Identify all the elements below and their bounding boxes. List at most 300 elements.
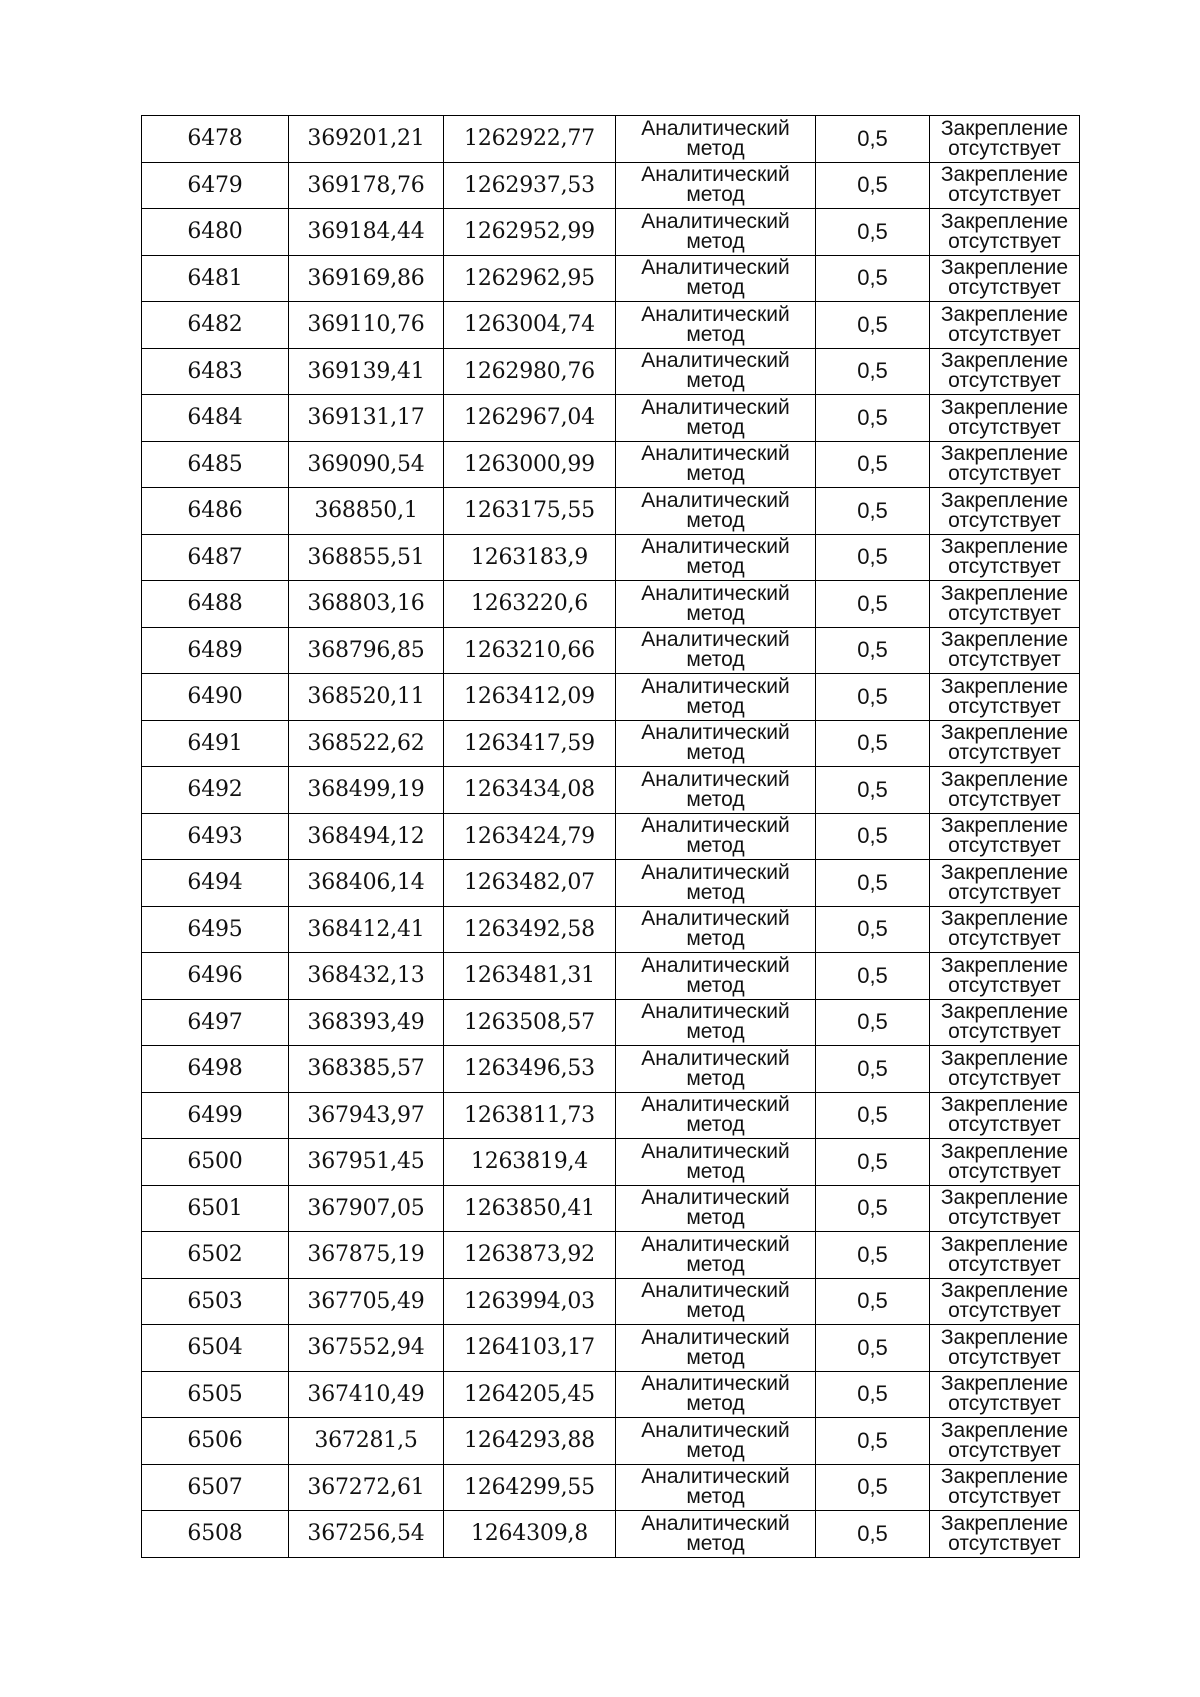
fixing-cell-line1: Закрепление bbox=[940, 1465, 1069, 1489]
fixing-cell-line2: отсутствует bbox=[948, 276, 1061, 300]
method-cell bbox=[616, 1278, 816, 1325]
point-number-cell: 6479 bbox=[142, 162, 289, 209]
method-cell-line1: Аналитический bbox=[641, 349, 790, 373]
y-coordinate-cell: 1263819,4 bbox=[444, 1139, 616, 1186]
table-row bbox=[142, 813, 1080, 860]
method-cell-line2: метод bbox=[686, 927, 745, 951]
fixing-cell-line2: отсутствует bbox=[948, 555, 1061, 579]
method-cell-line1: Аналитический bbox=[641, 1232, 790, 1256]
table-row bbox=[142, 860, 1080, 907]
precision-cell: 0,5 bbox=[816, 906, 930, 953]
fixing-cell bbox=[930, 209, 1080, 256]
precision-cell: 0,5 bbox=[816, 488, 930, 535]
precision-cell: 0,5 bbox=[816, 116, 930, 163]
fixing-cell-line2: отсутствует bbox=[948, 1206, 1061, 1230]
point-number-cell: 6484 bbox=[142, 395, 289, 442]
table-row bbox=[142, 627, 1080, 674]
fixing-cell bbox=[930, 255, 1080, 302]
x-coordinate-cell: 367951,45 bbox=[289, 1139, 444, 1186]
fixing-cell-line2: отсутствует bbox=[948, 880, 1061, 904]
method-cell bbox=[616, 302, 816, 349]
x-coordinate-cell: 367256,54 bbox=[289, 1511, 444, 1558]
fixing-cell-line1: Закрепление bbox=[940, 1325, 1069, 1349]
y-coordinate-cell: 1264103,17 bbox=[444, 1325, 616, 1372]
fixing-cell-line1: Закрепление bbox=[940, 163, 1069, 187]
table-row bbox=[142, 302, 1080, 349]
y-coordinate-cell: 1262922,77 bbox=[444, 116, 616, 163]
precision-cell: 0,5 bbox=[816, 395, 930, 442]
method-cell-line1: Аналитический bbox=[641, 302, 790, 326]
point-number-cell: 6487 bbox=[142, 534, 289, 581]
precision-cell: 0,5 bbox=[816, 1046, 930, 1093]
precision-cell: 0,5 bbox=[816, 209, 930, 256]
fixing-cell bbox=[930, 1278, 1080, 1325]
table-row bbox=[142, 1371, 1080, 1418]
point-number-cell: 6496 bbox=[142, 953, 289, 1000]
precision-cell: 0,5 bbox=[816, 1232, 930, 1279]
method-cell-line2: метод bbox=[686, 183, 745, 207]
table-row bbox=[142, 441, 1080, 488]
point-number-cell: 6494 bbox=[142, 860, 289, 907]
point-number-cell: 6502 bbox=[142, 1232, 289, 1279]
fixing-cell-line2: отсутствует bbox=[948, 1252, 1061, 1276]
precision-cell: 0,5 bbox=[816, 674, 930, 721]
x-coordinate-cell: 367272,61 bbox=[289, 1464, 444, 1511]
precision-cell: 0,5 bbox=[816, 767, 930, 814]
method-cell bbox=[616, 1418, 816, 1465]
fixing-cell bbox=[930, 534, 1080, 581]
method-cell bbox=[616, 1185, 816, 1232]
table-row bbox=[142, 906, 1080, 953]
precision-cell: 0,5 bbox=[816, 534, 930, 581]
method-cell-line1: Аналитический bbox=[641, 1000, 790, 1024]
fixing-cell-line1: Закрепление bbox=[940, 256, 1069, 280]
table-row bbox=[142, 720, 1080, 767]
x-coordinate-cell: 368385,57 bbox=[289, 1046, 444, 1093]
precision-cell: 0,5 bbox=[816, 720, 930, 767]
method-cell-line1: Аналитический bbox=[641, 581, 790, 605]
precision-cell: 0,5 bbox=[816, 1325, 930, 1372]
fixing-cell bbox=[930, 767, 1080, 814]
y-coordinate-cell: 1263175,55 bbox=[444, 488, 616, 535]
table-row bbox=[142, 255, 1080, 302]
method-cell bbox=[616, 1325, 816, 1372]
method-cell-line2: метод bbox=[686, 648, 745, 672]
method-cell-line2: метод bbox=[686, 276, 745, 300]
precision-cell: 0,5 bbox=[816, 581, 930, 628]
y-coordinate-cell: 1262967,04 bbox=[444, 395, 616, 442]
point-number-cell: 6492 bbox=[142, 767, 289, 814]
fixing-cell bbox=[930, 1418, 1080, 1465]
method-cell bbox=[616, 209, 816, 256]
x-coordinate-cell: 369178,76 bbox=[289, 162, 444, 209]
x-coordinate-cell: 369131,17 bbox=[289, 395, 444, 442]
fixing-cell-line2: отсутствует bbox=[948, 136, 1061, 160]
x-coordinate-cell: 367410,49 bbox=[289, 1371, 444, 1418]
point-number-cell: 6482 bbox=[142, 302, 289, 349]
coordinates-table-body bbox=[142, 116, 1080, 1558]
table-row bbox=[142, 1511, 1080, 1558]
x-coordinate-cell: 367552,94 bbox=[289, 1325, 444, 1372]
y-coordinate-cell: 1263492,58 bbox=[444, 906, 616, 953]
table-row bbox=[142, 674, 1080, 721]
point-number-cell: 6505 bbox=[142, 1371, 289, 1418]
table-row bbox=[142, 1139, 1080, 1186]
method-cell-line2: метод bbox=[686, 1020, 745, 1044]
fixing-cell-line2: отсутствует bbox=[948, 1299, 1061, 1323]
y-coordinate-cell: 1263496,53 bbox=[444, 1046, 616, 1093]
fixing-cell-line2: отсутствует bbox=[948, 183, 1061, 207]
method-cell-line1: Аналитический bbox=[641, 1418, 790, 1442]
point-number-cell: 6506 bbox=[142, 1418, 289, 1465]
x-coordinate-cell: 368499,19 bbox=[289, 767, 444, 814]
fixing-cell-line1: Закрепление bbox=[940, 860, 1069, 884]
table-row bbox=[142, 395, 1080, 442]
method-cell-line2: метод bbox=[686, 741, 745, 765]
y-coordinate-cell: 1263850,41 bbox=[444, 1185, 616, 1232]
method-cell-line1: Аналитический bbox=[641, 256, 790, 280]
precision-cell: 0,5 bbox=[816, 1092, 930, 1139]
y-coordinate-cell: 1263412,09 bbox=[444, 674, 616, 721]
method-cell-line1: Аналитический bbox=[641, 1186, 790, 1210]
x-coordinate-cell: 368796,85 bbox=[289, 627, 444, 674]
fixing-cell-line2: отсутствует bbox=[948, 1020, 1061, 1044]
fixing-cell-line2: отсутствует bbox=[948, 415, 1061, 439]
fixing-cell-line1: Закрепление bbox=[940, 116, 1069, 140]
method-cell bbox=[616, 720, 816, 767]
method-cell bbox=[616, 1371, 816, 1418]
method-cell-line2: метод bbox=[686, 415, 745, 439]
precision-cell: 0,5 bbox=[816, 1371, 930, 1418]
fixing-cell bbox=[930, 1371, 1080, 1418]
method-cell-line1: Аналитический bbox=[641, 1279, 790, 1303]
fixing-cell-line2: отсутствует bbox=[948, 834, 1061, 858]
method-cell bbox=[616, 162, 816, 209]
fixing-cell bbox=[930, 1325, 1080, 1372]
method-cell bbox=[616, 1464, 816, 1511]
y-coordinate-cell: 1262952,99 bbox=[444, 209, 616, 256]
fixing-cell bbox=[930, 674, 1080, 721]
coordinates-sheet bbox=[141, 115, 1079, 1558]
method-cell-line2: метод bbox=[686, 880, 745, 904]
fixing-cell-line2: отсутствует bbox=[948, 462, 1061, 486]
method-cell-line2: метод bbox=[686, 1066, 745, 1090]
method-cell-line2: метод bbox=[686, 1299, 745, 1323]
point-number-cell: 6495 bbox=[142, 906, 289, 953]
x-coordinate-cell: 367907,05 bbox=[289, 1185, 444, 1232]
table-row bbox=[142, 534, 1080, 581]
fixing-cell bbox=[930, 395, 1080, 442]
fixing-cell-line2: отсутствует bbox=[948, 229, 1061, 253]
fixing-cell bbox=[930, 1092, 1080, 1139]
method-cell-line1: Аналитический bbox=[641, 442, 790, 466]
y-coordinate-cell: 1263994,03 bbox=[444, 1278, 616, 1325]
precision-cell: 0,5 bbox=[816, 813, 930, 860]
method-cell bbox=[616, 395, 816, 442]
y-coordinate-cell: 1263220,6 bbox=[444, 581, 616, 628]
table-row bbox=[142, 1464, 1080, 1511]
precision-cell: 0,5 bbox=[816, 1139, 930, 1186]
method-cell bbox=[616, 1511, 816, 1558]
x-coordinate-cell: 367875,19 bbox=[289, 1232, 444, 1279]
method-cell-line1: Аналитический bbox=[641, 1093, 790, 1117]
point-number-cell: 6488 bbox=[142, 581, 289, 628]
y-coordinate-cell: 1263434,08 bbox=[444, 767, 616, 814]
point-number-cell: 6499 bbox=[142, 1092, 289, 1139]
x-coordinate-cell: 368850,1 bbox=[289, 488, 444, 535]
fixing-cell bbox=[930, 1185, 1080, 1232]
table-row bbox=[142, 1092, 1080, 1139]
table-row bbox=[142, 209, 1080, 256]
fixing-cell-line2: отсутствует bbox=[948, 973, 1061, 997]
table-row bbox=[142, 1325, 1080, 1372]
point-number-cell: 6480 bbox=[142, 209, 289, 256]
method-cell-line1: Аналитический bbox=[641, 1465, 790, 1489]
fixing-cell-line2: отсутствует bbox=[948, 1531, 1061, 1555]
y-coordinate-cell: 1264205,45 bbox=[444, 1371, 616, 1418]
x-coordinate-cell: 369184,44 bbox=[289, 209, 444, 256]
fixing-cell-line2: отсутствует bbox=[948, 694, 1061, 718]
method-cell-line2: метод bbox=[686, 1252, 745, 1276]
point-number-cell: 6493 bbox=[142, 813, 289, 860]
method-cell-line2: метод bbox=[686, 973, 745, 997]
fixing-cell-line1: Закрепление bbox=[940, 349, 1069, 373]
fixing-cell bbox=[930, 488, 1080, 535]
y-coordinate-cell: 1263482,07 bbox=[444, 860, 616, 907]
fixing-cell-line2: отсутствует bbox=[948, 322, 1061, 346]
fixing-cell-line1: Закрепление bbox=[940, 535, 1069, 559]
x-coordinate-cell: 368855,51 bbox=[289, 534, 444, 581]
method-cell-line1: Аналитический bbox=[641, 535, 790, 559]
y-coordinate-cell: 1263004,74 bbox=[444, 302, 616, 349]
method-cell-line1: Аналитический bbox=[641, 814, 790, 838]
precision-cell: 0,5 bbox=[816, 255, 930, 302]
fixing-cell-line2: отсутствует bbox=[948, 648, 1061, 672]
precision-cell: 0,5 bbox=[816, 1278, 930, 1325]
point-number-cell: 6483 bbox=[142, 348, 289, 395]
fixing-cell-line1: Закрепление bbox=[940, 953, 1069, 977]
fixing-cell bbox=[930, 116, 1080, 163]
table-row bbox=[142, 1232, 1080, 1279]
precision-cell: 0,5 bbox=[816, 162, 930, 209]
fixing-cell bbox=[930, 348, 1080, 395]
table-row bbox=[142, 953, 1080, 1000]
method-cell-line2: метод bbox=[686, 136, 745, 160]
y-coordinate-cell: 1264309,8 bbox=[444, 1511, 616, 1558]
method-cell-line1: Аналитический bbox=[641, 209, 790, 233]
fixing-cell-line1: Закрепление bbox=[940, 814, 1069, 838]
table-row bbox=[142, 999, 1080, 1046]
fixing-cell bbox=[930, 860, 1080, 907]
fixing-cell-line2: отсутствует bbox=[948, 927, 1061, 951]
fixing-cell bbox=[930, 813, 1080, 860]
table-row bbox=[142, 1046, 1080, 1093]
method-cell-line1: Аналитический bbox=[641, 860, 790, 884]
method-cell-line2: метод bbox=[686, 787, 745, 811]
fixing-cell-line1: Закрепление bbox=[940, 907, 1069, 931]
fixing-cell-line2: отсутствует bbox=[948, 1066, 1061, 1090]
method-cell bbox=[616, 255, 816, 302]
table-row bbox=[142, 1418, 1080, 1465]
method-cell-line1: Аналитический bbox=[641, 721, 790, 745]
fixing-cell bbox=[930, 953, 1080, 1000]
y-coordinate-cell: 1262980,76 bbox=[444, 348, 616, 395]
method-cell-line1: Аналитический bbox=[641, 674, 790, 698]
fixing-cell-line1: Закрепление bbox=[940, 1279, 1069, 1303]
method-cell-line2: метод bbox=[686, 369, 745, 393]
precision-cell: 0,5 bbox=[816, 348, 930, 395]
fixing-cell bbox=[930, 441, 1080, 488]
fixing-cell-line1: Закрепление bbox=[940, 1232, 1069, 1256]
table-row bbox=[142, 767, 1080, 814]
table-row bbox=[142, 581, 1080, 628]
fixing-cell-line2: отсутствует bbox=[948, 1113, 1061, 1137]
method-cell bbox=[616, 1046, 816, 1093]
fixing-cell-line2: отсутствует bbox=[948, 508, 1061, 532]
fixing-cell-line2: отсутствует bbox=[948, 1345, 1061, 1369]
y-coordinate-cell: 1263000,99 bbox=[444, 441, 616, 488]
fixing-cell-line1: Закрепление bbox=[940, 1000, 1069, 1024]
method-cell bbox=[616, 767, 816, 814]
fixing-cell-line2: отсутствует bbox=[948, 787, 1061, 811]
point-number-cell: 6478 bbox=[142, 116, 289, 163]
method-cell-line2: метод bbox=[686, 1159, 745, 1183]
x-coordinate-cell: 369090,54 bbox=[289, 441, 444, 488]
method-cell bbox=[616, 906, 816, 953]
method-cell-line1: Аналитический bbox=[641, 1046, 790, 1070]
x-coordinate-cell: 369201,21 bbox=[289, 116, 444, 163]
x-coordinate-cell: 368406,14 bbox=[289, 860, 444, 907]
method-cell bbox=[616, 581, 816, 628]
method-cell-line2: метод bbox=[686, 1438, 745, 1462]
fixing-cell bbox=[930, 1139, 1080, 1186]
x-coordinate-cell: 368393,49 bbox=[289, 999, 444, 1046]
point-number-cell: 6508 bbox=[142, 1511, 289, 1558]
method-cell-line2: метод bbox=[686, 1113, 745, 1137]
precision-cell: 0,5 bbox=[816, 1418, 930, 1465]
x-coordinate-cell: 369139,41 bbox=[289, 348, 444, 395]
fixing-cell bbox=[930, 906, 1080, 953]
point-number-cell: 6500 bbox=[142, 1139, 289, 1186]
point-number-cell: 6497 bbox=[142, 999, 289, 1046]
method-cell-line2: метод bbox=[686, 834, 745, 858]
method-cell bbox=[616, 674, 816, 721]
method-cell bbox=[616, 1232, 816, 1279]
fixing-cell bbox=[930, 581, 1080, 628]
fixing-cell-line1: Закрепление bbox=[940, 209, 1069, 233]
table-row bbox=[142, 1185, 1080, 1232]
precision-cell: 0,5 bbox=[816, 441, 930, 488]
method-cell-line2: метод bbox=[686, 601, 745, 625]
coordinates-table bbox=[141, 115, 1080, 1558]
fixing-cell bbox=[930, 720, 1080, 767]
point-number-cell: 6501 bbox=[142, 1185, 289, 1232]
fixing-cell-line1: Закрепление bbox=[940, 442, 1069, 466]
precision-cell: 0,5 bbox=[816, 302, 930, 349]
point-number-cell: 6486 bbox=[142, 488, 289, 535]
y-coordinate-cell: 1263508,57 bbox=[444, 999, 616, 1046]
point-number-cell: 6491 bbox=[142, 720, 289, 767]
fixing-cell-line2: отсутствует bbox=[948, 601, 1061, 625]
method-cell-line2: метод bbox=[686, 1531, 745, 1555]
fixing-cell-line1: Закрепление bbox=[940, 1372, 1069, 1396]
y-coordinate-cell: 1264299,55 bbox=[444, 1464, 616, 1511]
precision-cell: 0,5 bbox=[816, 999, 930, 1046]
method-cell-line1: Аналитический bbox=[641, 767, 790, 791]
y-coordinate-cell: 1263481,31 bbox=[444, 953, 616, 1000]
fixing-cell-line1: Закрепление bbox=[940, 628, 1069, 652]
method-cell bbox=[616, 488, 816, 535]
point-number-cell: 6481 bbox=[142, 255, 289, 302]
fixing-cell-line2: отсутствует bbox=[948, 741, 1061, 765]
method-cell-line1: Аналитический bbox=[641, 907, 790, 931]
fixing-cell bbox=[930, 1511, 1080, 1558]
fixing-cell-line1: Закрепление bbox=[940, 581, 1069, 605]
fixing-cell-line1: Закрепление bbox=[940, 1046, 1069, 1070]
y-coordinate-cell: 1263417,59 bbox=[444, 720, 616, 767]
y-coordinate-cell: 1263873,92 bbox=[444, 1232, 616, 1279]
method-cell-line1: Аналитический bbox=[641, 1139, 790, 1163]
point-number-cell: 6503 bbox=[142, 1278, 289, 1325]
x-coordinate-cell: 367281,5 bbox=[289, 1418, 444, 1465]
method-cell bbox=[616, 441, 816, 488]
point-number-cell: 6489 bbox=[142, 627, 289, 674]
point-number-cell: 6490 bbox=[142, 674, 289, 721]
fixing-cell-line2: отсутствует bbox=[948, 1159, 1061, 1183]
table-row bbox=[142, 1278, 1080, 1325]
fixing-cell bbox=[930, 302, 1080, 349]
method-cell-line2: метод bbox=[686, 1392, 745, 1416]
fixing-cell-line1: Закрепление bbox=[940, 488, 1069, 512]
point-number-cell: 6485 bbox=[142, 441, 289, 488]
precision-cell: 0,5 bbox=[816, 1511, 930, 1558]
fixing-cell-line1: Закрепление bbox=[940, 302, 1069, 326]
method-cell bbox=[616, 1139, 816, 1186]
method-cell bbox=[616, 953, 816, 1000]
method-cell bbox=[616, 1092, 816, 1139]
precision-cell: 0,5 bbox=[816, 953, 930, 1000]
fixing-cell-line2: отсутствует bbox=[948, 1485, 1061, 1509]
x-coordinate-cell: 367705,49 bbox=[289, 1278, 444, 1325]
method-cell bbox=[616, 627, 816, 674]
method-cell-line1: Аналитический bbox=[641, 163, 790, 187]
method-cell bbox=[616, 534, 816, 581]
precision-cell: 0,5 bbox=[816, 627, 930, 674]
x-coordinate-cell: 369169,86 bbox=[289, 255, 444, 302]
fixing-cell-line1: Закрепление bbox=[940, 1093, 1069, 1117]
fixing-cell-line2: отсутствует bbox=[948, 1392, 1061, 1416]
y-coordinate-cell: 1262937,53 bbox=[444, 162, 616, 209]
fixing-cell bbox=[930, 162, 1080, 209]
method-cell bbox=[616, 348, 816, 395]
method-cell bbox=[616, 116, 816, 163]
fixing-cell-line1: Закрепление bbox=[940, 1139, 1069, 1163]
method-cell-line1: Аналитический bbox=[641, 116, 790, 140]
x-coordinate-cell: 368803,16 bbox=[289, 581, 444, 628]
fixing-cell-line1: Закрепление bbox=[940, 674, 1069, 698]
method-cell-line1: Аналитический bbox=[641, 395, 790, 419]
method-cell-line1: Аналитический bbox=[641, 1511, 790, 1535]
method-cell-line2: метод bbox=[686, 229, 745, 253]
fixing-cell-line1: Закрепление bbox=[940, 1418, 1069, 1442]
method-cell-line1: Аналитический bbox=[641, 1325, 790, 1349]
table-row bbox=[142, 348, 1080, 395]
fixing-cell bbox=[930, 999, 1080, 1046]
point-number-cell: 6504 bbox=[142, 1325, 289, 1372]
fixing-cell bbox=[930, 1046, 1080, 1093]
precision-cell: 0,5 bbox=[816, 1464, 930, 1511]
fixing-cell-line1: Закрепление bbox=[940, 1511, 1069, 1535]
